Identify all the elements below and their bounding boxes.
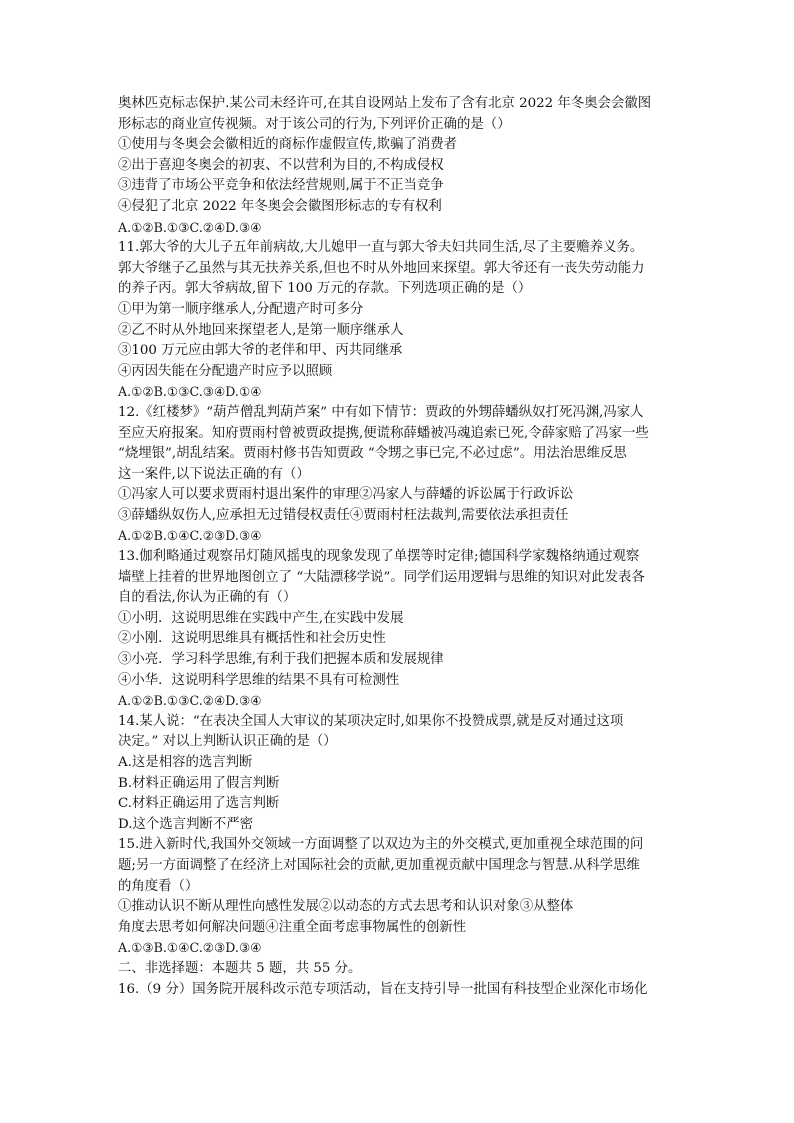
text-line: ①使用与冬奥会会徽相近的商标作虚假宣传,欺骗了消费者 [118,137,458,153]
text-line: ②乙不时从外地回来探望老人,是第一顺序继承人 [118,322,404,338]
text-line: ①推动认识不断从理性向感性发展②以动态的方式去思考和认识对象③从整体 [118,899,574,915]
answer-options: A.①②B.①③C.②④D.③④ [118,693,262,709]
question-16: 16.（9 分）国务院开展科改示范专项活动，旨在支持引导一批国有科技型企业深化市场化 [118,981,648,997]
text-line: D.这个选言判断不严密 [118,816,254,832]
text-line: 至应天府报案。知府贾雨村曾被贾政提携,便谎称薛蟠被冯魂追索已死,令薛家赔了冯家一些 [118,425,649,441]
text-line: ③薛蟠纵奴伤人,应承担无过错侵权责任④贾雨村枉法裁判,需要依法承担责任 [118,507,569,523]
answer-options: A.①③B.①④C.②③D.③④ [118,940,262,956]
question-12: 12.《红楼梦》“葫芦僧乱判葫芦案” 中有如下情节：贾政的外甥薛蟠纵奴打死冯渊,冯家人 [118,404,644,420]
text-line: ②小刚．这说明思维具有概括性和社会历史性 [118,631,386,647]
text-line: ③违背了市场公平竞争和依法经营规则,属于不正当竞争 [118,178,444,194]
text-line: 郭大爷继子乙虽然与其无扶养关系,但也不时从外地回来探望。郭大爷还有一丧失劳动能力 [118,260,645,276]
section-heading: 二、非选择题：本题共 5 题，共 55 分。 [118,960,362,976]
question-14: 14.某人说：“在表决全国人大审议的某项决定时,如果你不投赞成票,就是反对通过这项 [118,713,624,729]
text-line: 自的看法,你认为正确的有（） [118,590,297,606]
text-line: ④丙因失能在分配遗产时应予以照顾 [118,363,333,379]
text-line: ①小明．这说明思维在实践中产生,在实践中发展 [118,610,404,626]
text-line: “烧埋银”,胡乱结案。贾雨村修书告知贾政 “令甥之事已完,不必过虑”。用法治思维反思 [118,446,627,462]
text-line: 决定。” 对以上判断认识正确的是（） [118,734,337,750]
document-page [118,94,678,1000]
text-line: ①甲为第一顺序继承人,分配遗产时可多分 [118,301,364,317]
text-line: 奥林匹克标志保护.某公司未经许可,在其自设网站上发布了含有北京 2022 年冬奥会会徽图 [118,96,652,111]
text-line: ②出于喜迎冬奥会的初衷、不以营利为目的,不构成侵权 [118,157,444,173]
text-line: 形标志的商业宣传视频。对于该公司的行为,下列评价正确的是（） [118,116,511,132]
text-line: 的养子丙。郭大爷病故,留下 100 万元的存款。下列选项正确的是（） [118,281,532,297]
text-line: 墙壁上挂着的世界地图创立了 “大陆漂移学说”。同学们运用逻辑与思维的知识对此发表各 [118,569,645,585]
question-13: 13.伽利略通过观察吊灯随风摇曳的现象发现了单摆等时定律;德国科学家魏格纳通过观察 [118,549,640,565]
text-line: 这一案件,以下说法正确的有（） [118,466,310,482]
text-line: 角度去思考如何解决问题④注重全面考虑事物属性的创新性 [118,919,467,935]
question-11: 11.郭大爷的大儿子五年前病故,大儿媳甲一直与郭大爷夫妇共同生活,尽了主要赡养义务。 [118,240,644,256]
text-line: 题;另一方面调整了在经济上对国际社会的贡献,更加重视贡献中国理念与智慧.从科学思维 [118,857,640,873]
text-line: ③100 万元应由郭大爷的老伴和甲、丙共同继承 [118,343,403,359]
text-line: C.材料正确运用了选言判断 [118,796,280,812]
text-line: ③小亮．学习科学思维,有利于我们把握本质和发展规律 [118,652,444,668]
answer-options: A.①②B.①③C.③④D.①④ [118,384,262,400]
text-line: B.材料正确运用了假言判断 [118,775,280,791]
text-line: ④小华．这说明科学思维的结果不具有可检测性 [118,672,400,688]
question-15: 15.进入新时代,我国外交领域一方面调整了以双边为主的外交模式,更加重视全球范围的问 [118,837,644,853]
answer-options: A.①②B.①④C.②③D.③④ [118,528,262,544]
text-line: ①冯家人可以要求贾雨村退出案件的审理②冯家人与薛蟠的诉讼属于行政诉讼 [118,487,574,503]
answer-options: A.①②B.①③C.②④D.③④ [118,219,262,235]
text-line: 的角度看（） [118,878,199,894]
text-line: ④侵犯了北京 2022 年冬奥会会徽图形标志的专有权利 [118,198,442,214]
text-line: A.这是相容的选言判断 [118,755,253,770]
